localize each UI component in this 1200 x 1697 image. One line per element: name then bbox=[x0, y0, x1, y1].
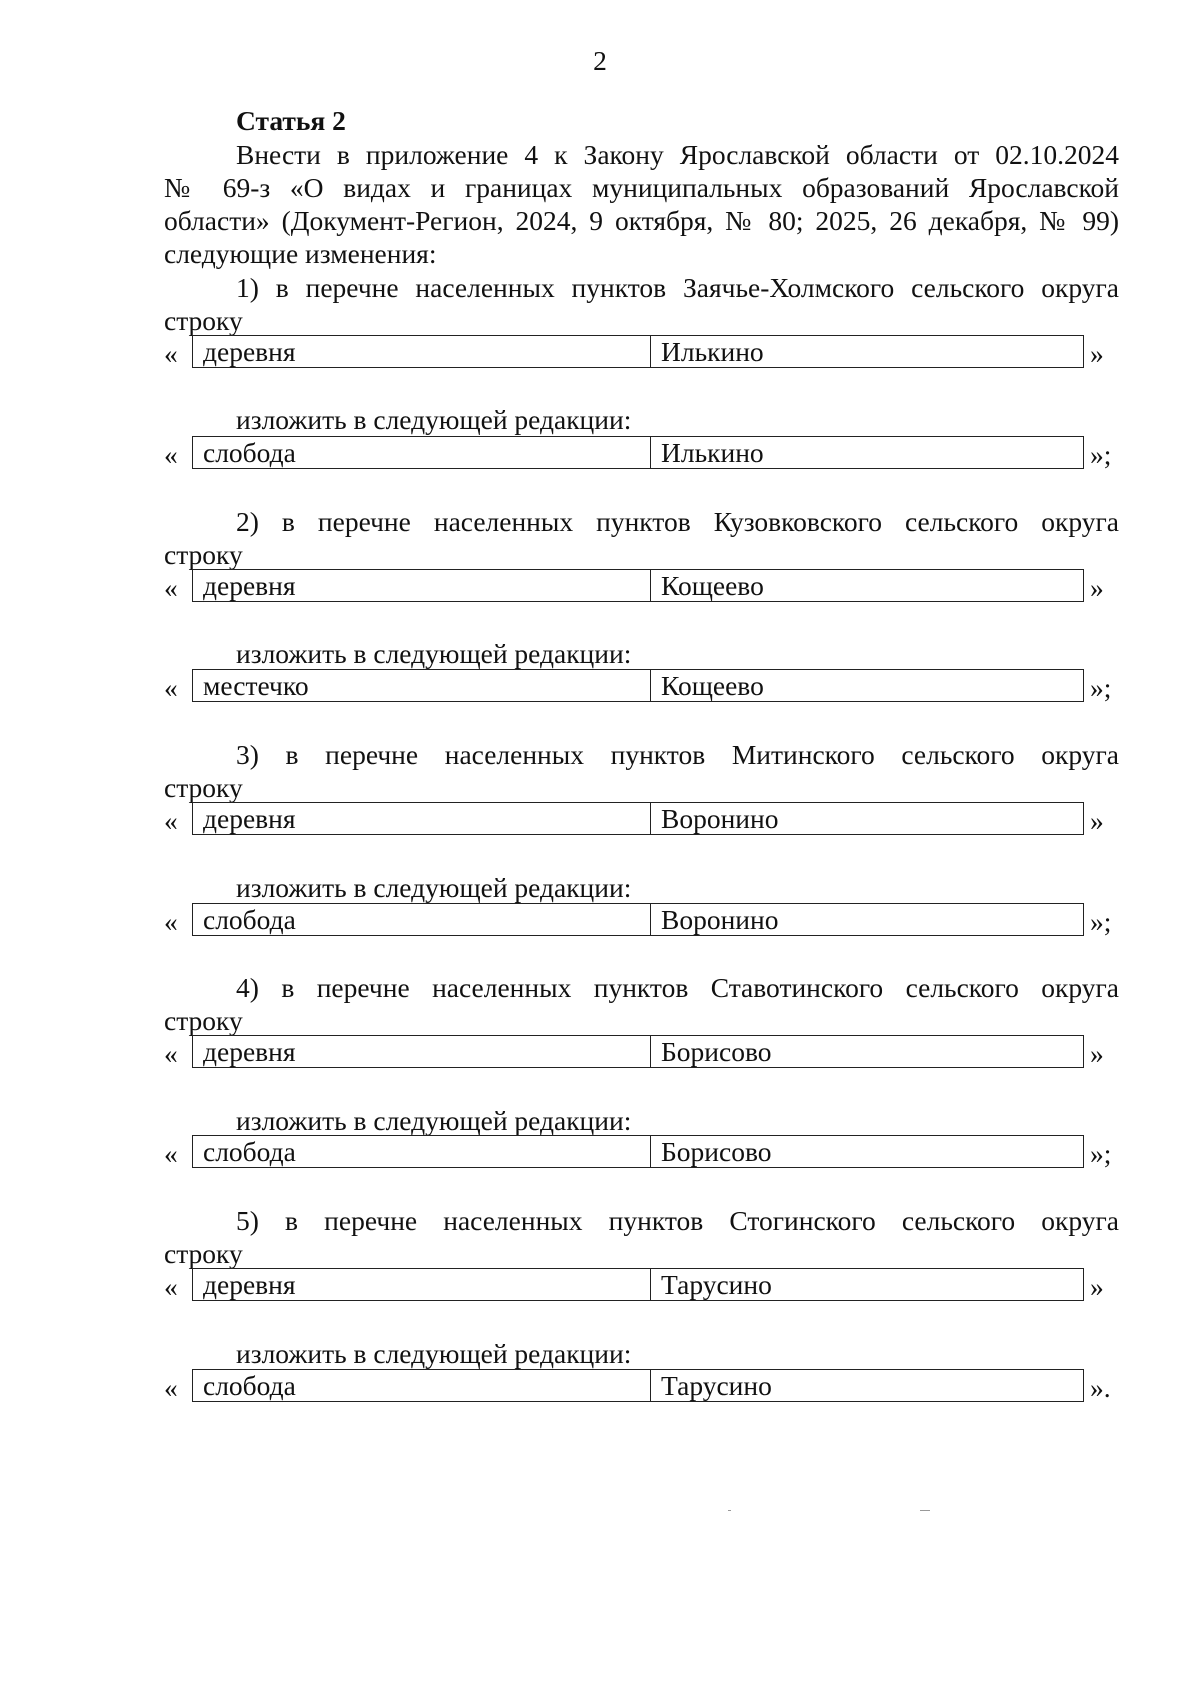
close-quote: »; bbox=[1090, 439, 1112, 470]
close-quote: »; bbox=[1090, 672, 1112, 703]
settlement-name-cell: Борисово bbox=[661, 1036, 772, 1067]
new-row bbox=[164, 669, 1124, 705]
open-quote: « bbox=[164, 572, 178, 603]
old-row bbox=[164, 335, 1124, 371]
settlement-type-cell: слобода bbox=[193, 437, 651, 468]
new-row bbox=[164, 1369, 1124, 1405]
amendment-item bbox=[164, 1204, 1119, 1270]
page-number: 2 bbox=[593, 45, 607, 76]
edit-phrase: изложить в следующей редакции: bbox=[236, 638, 632, 669]
amendment-item bbox=[164, 271, 1119, 337]
close-quote: » bbox=[1090, 572, 1104, 603]
settlement-name-cell: Воронино bbox=[661, 803, 779, 834]
settlement-type-cell: деревня bbox=[193, 570, 651, 601]
old-row bbox=[164, 802, 1124, 838]
intro-paragraph bbox=[164, 138, 1119, 270]
amendment-item-text: 3) в перечне населенных пунктов Митинского сельского округа bbox=[236, 739, 1119, 770]
old-row bbox=[164, 1268, 1124, 1304]
close-quote: ». bbox=[1090, 1372, 1111, 1403]
open-quote: « bbox=[164, 1271, 178, 1302]
old-row bbox=[164, 1035, 1124, 1071]
amendment-item bbox=[164, 971, 1119, 1037]
settlement-type-cell: слобода bbox=[193, 1136, 651, 1167]
settlement-type-cell: деревня bbox=[193, 1269, 651, 1300]
table-row bbox=[192, 335, 1084, 368]
close-quote: » bbox=[1090, 1038, 1104, 1069]
amendment-item-text: 5) в перечне населенных пунктов Стогинского сельского округа bbox=[236, 1205, 1119, 1236]
scan-speck bbox=[728, 1510, 731, 1511]
stroku-label: строку bbox=[164, 1005, 243, 1036]
open-quote: « bbox=[164, 1372, 178, 1403]
edit-phrase: изложить в следующей редакции: bbox=[236, 1105, 632, 1136]
table-row bbox=[192, 802, 1084, 835]
close-quote: » bbox=[1090, 338, 1104, 369]
amendment-item-text: 2) в перечне населенных пунктов Кузовковского сельского округа bbox=[236, 506, 1119, 537]
settlement-type-cell: местечко bbox=[193, 670, 651, 701]
stroku-label: строку bbox=[164, 539, 243, 570]
table-row bbox=[192, 1135, 1084, 1168]
settlement-name-cell: Тарусино bbox=[661, 1370, 772, 1401]
table-row bbox=[192, 1268, 1084, 1301]
new-row bbox=[164, 903, 1124, 939]
open-quote: « bbox=[164, 672, 178, 703]
amendment-item bbox=[164, 505, 1119, 571]
settlement-type-cell: деревня bbox=[193, 1036, 651, 1067]
table-row bbox=[192, 436, 1084, 469]
open-quote: « bbox=[164, 1038, 178, 1069]
open-quote: « bbox=[164, 439, 178, 470]
settlement-name-cell: Тарусино bbox=[661, 1269, 772, 1300]
table-row bbox=[192, 1035, 1084, 1068]
edit-phrase: изложить в следующей редакции: bbox=[236, 404, 632, 435]
table-row bbox=[192, 669, 1084, 702]
open-quote: « bbox=[164, 906, 178, 937]
stroku-label: строку bbox=[164, 772, 243, 803]
table-row bbox=[192, 1369, 1084, 1402]
table-row bbox=[192, 569, 1084, 602]
intro-line: № 69-з «О видах и границах муниципальных образований Ярославской bbox=[164, 172, 1119, 203]
close-quote: »; bbox=[1090, 906, 1112, 937]
intro-line: следующие изменения: bbox=[164, 238, 437, 269]
amendment-item bbox=[164, 738, 1119, 804]
stroku-label: строку bbox=[164, 305, 243, 336]
settlement-type-cell: слобода bbox=[193, 1370, 651, 1401]
old-row bbox=[164, 569, 1124, 605]
edit-phrase: изложить в следующей редакции: bbox=[236, 1338, 632, 1369]
table-row bbox=[192, 903, 1084, 936]
close-quote: » bbox=[1090, 1271, 1104, 1302]
edit-phrase: изложить в следующей редакции: bbox=[236, 872, 632, 903]
open-quote: « bbox=[164, 805, 178, 836]
open-quote: « bbox=[164, 1138, 178, 1169]
amendment-item-text: 4) в перечне населенных пунктов Ставотинского сельского округа bbox=[236, 972, 1119, 1003]
settlement-type-cell: деревня bbox=[193, 803, 651, 834]
article-heading: Статья 2 bbox=[236, 105, 346, 136]
intro-line: области» (Документ-Регион, 2024, 9 октября, № 80; 2025, 26 декабря, № 99) bbox=[164, 205, 1119, 236]
close-quote: »; bbox=[1090, 1138, 1112, 1169]
settlement-name-cell: Воронино bbox=[661, 904, 779, 935]
settlement-type-cell: слобода bbox=[193, 904, 651, 935]
stroku-label: строку bbox=[164, 1238, 243, 1269]
open-quote: « bbox=[164, 338, 178, 369]
settlement-name-cell: Борисово bbox=[661, 1136, 772, 1167]
settlement-name-cell: Илькино bbox=[661, 336, 764, 367]
settlement-name-cell: Илькино bbox=[661, 437, 764, 468]
settlement-type-cell: деревня bbox=[193, 336, 651, 367]
amendment-item-text: 1) в перечне населенных пунктов Заячье-Холмского сельского округа bbox=[236, 272, 1119, 303]
intro-line: Внести в приложение 4 к Закону Ярославской области от 02.10.2024 bbox=[236, 139, 1119, 170]
settlement-name-cell: Кощеево bbox=[661, 570, 764, 601]
close-quote: » bbox=[1090, 805, 1104, 836]
new-row bbox=[164, 436, 1124, 472]
settlement-name-cell: Кощеево bbox=[661, 670, 764, 701]
new-row bbox=[164, 1135, 1124, 1171]
scan-speck bbox=[920, 1510, 930, 1511]
